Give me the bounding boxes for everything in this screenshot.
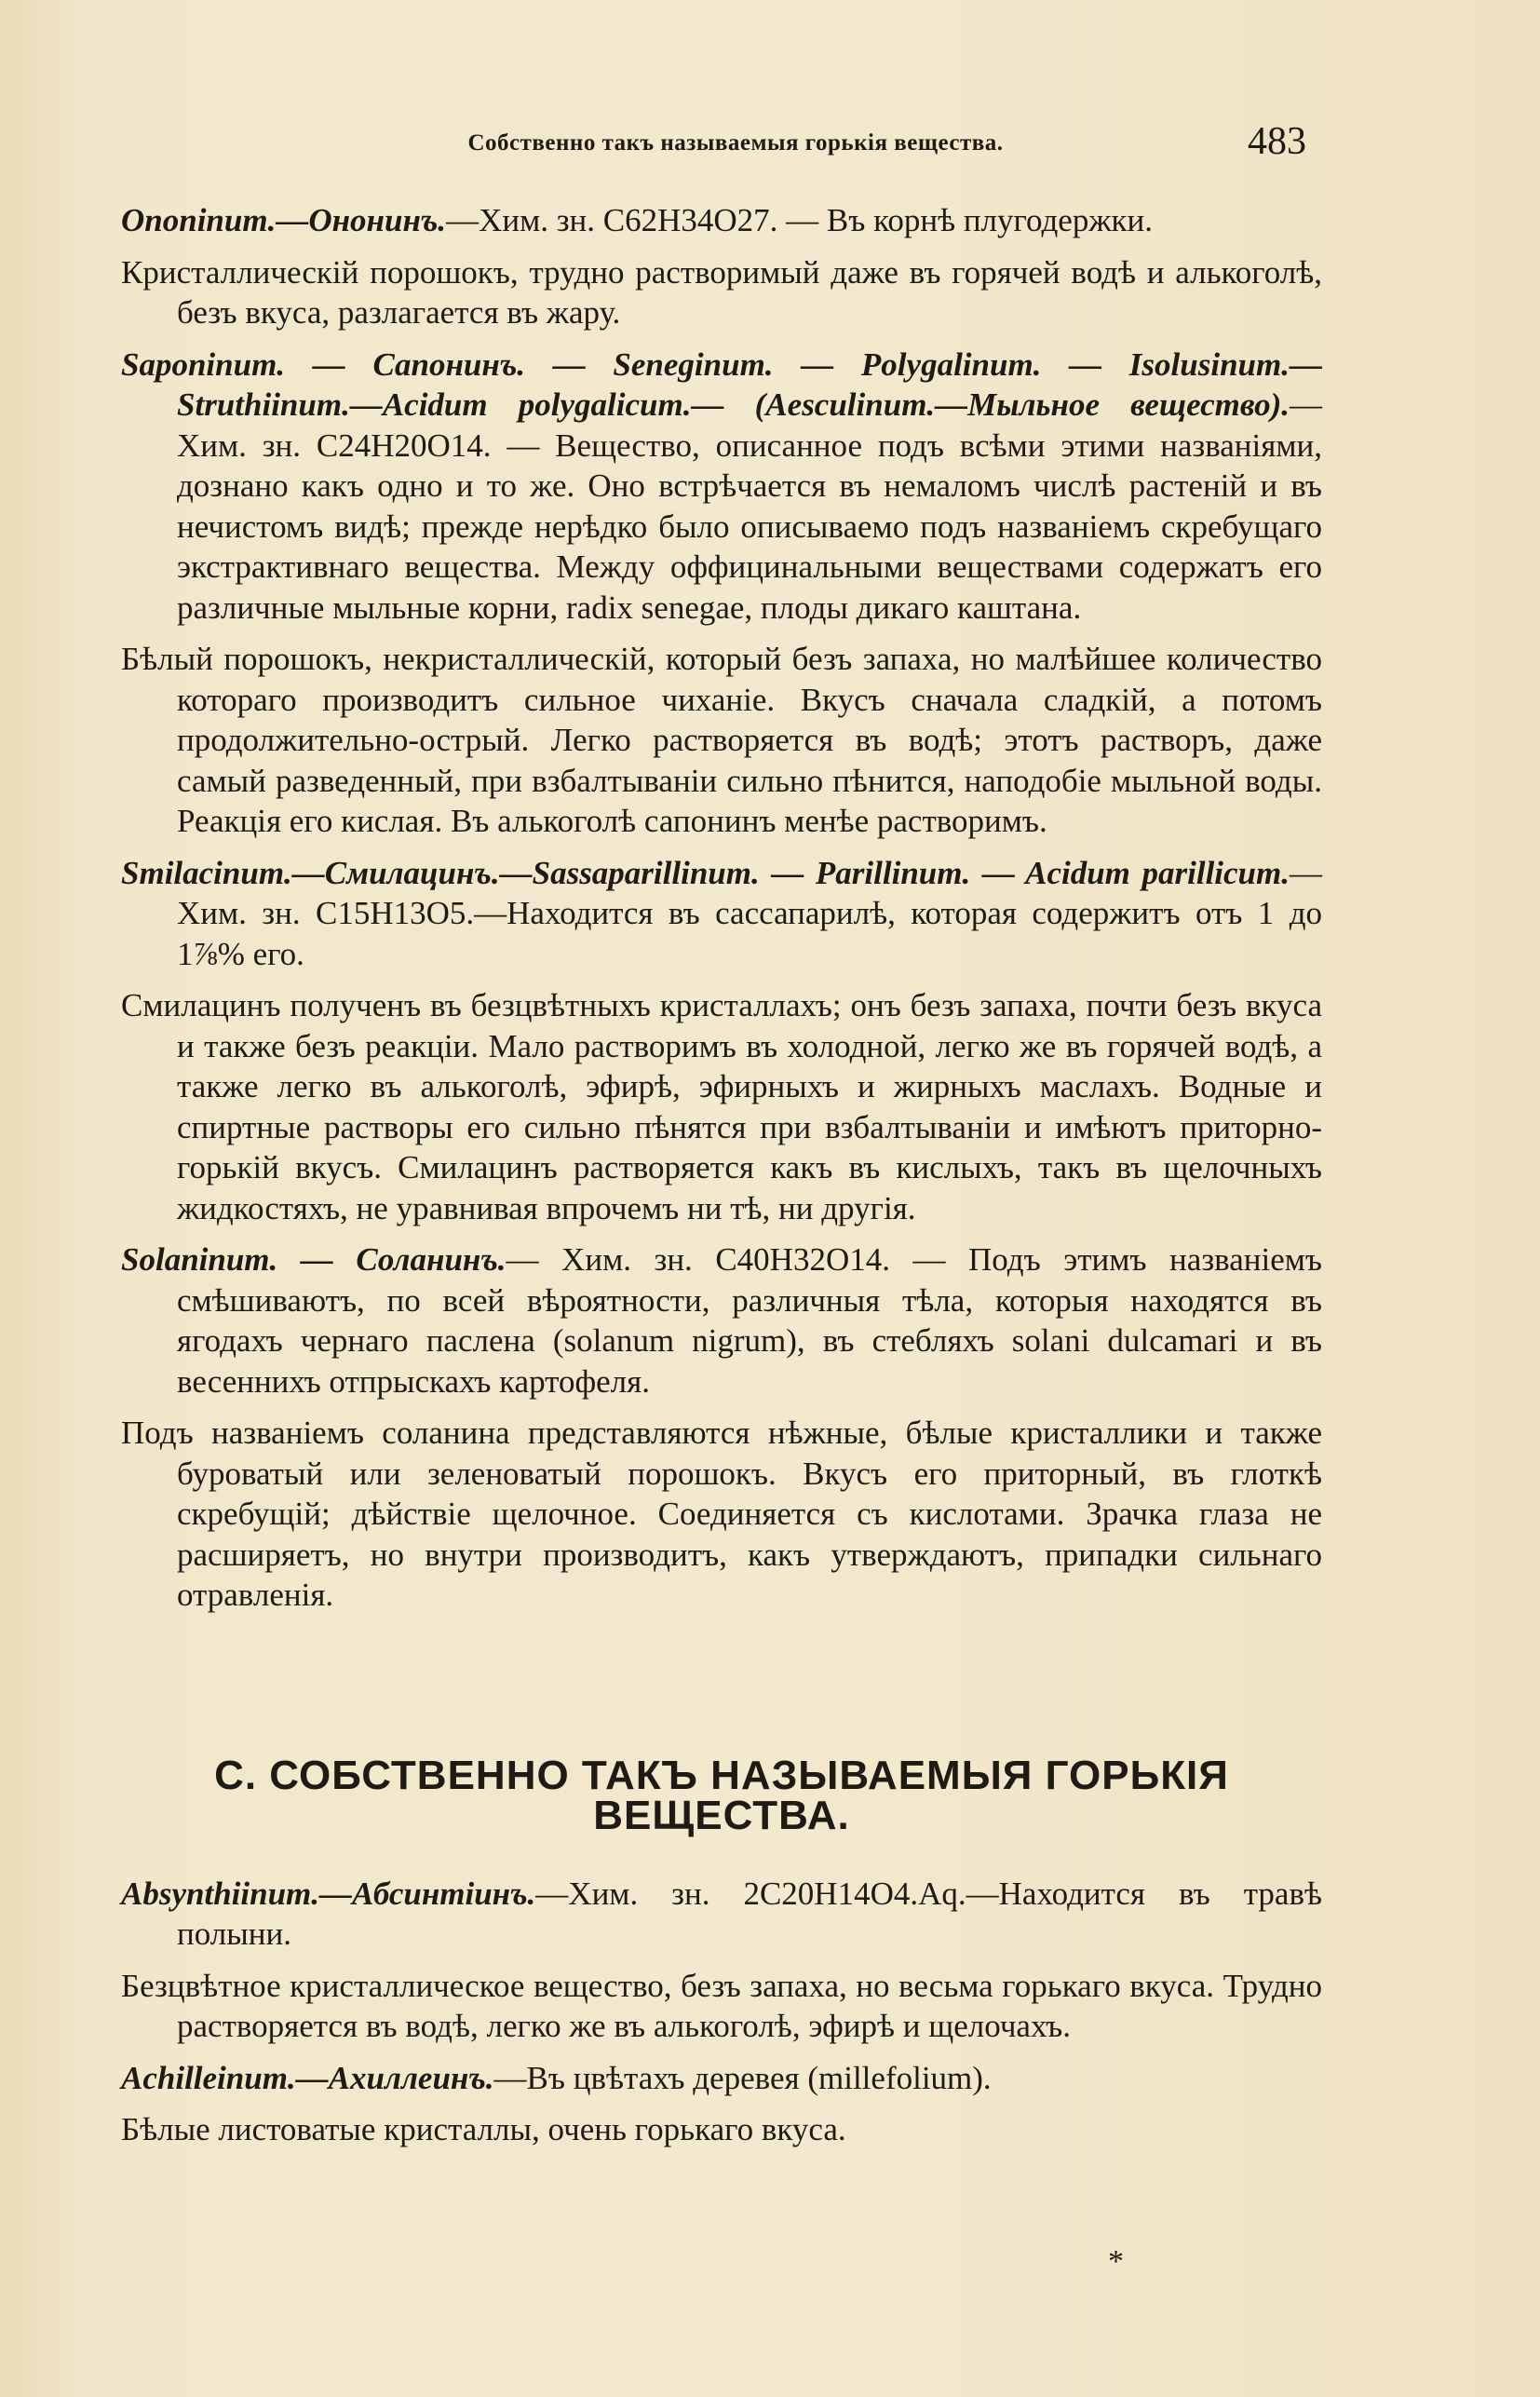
paragraph: Подъ названіемъ соланина представляются нѣжные, бѣлые кристаллики и также буроватый или зеленоватый порошокъ. Вкусъ его приторный, въ глоткѣ скребущій; дѣйствіе щелочное. Соединяется съ кислотами. Зрачка глаза не расширяетъ, но внутри производитъ, какъ утверждаютъ, припадки сильнаго отравленія. — [121, 1415, 1322, 1613]
footer-asterisk: * — [1108, 2244, 1124, 2279]
entry-text: —Хим. зн. C62H34O27. — Въ корнѣ плугодержки. — [446, 202, 1154, 238]
entry-text: —Въ цвѣтахъ деревея (millefolium). — [493, 2059, 992, 2096]
paragraph: Смилацинъ полученъ въ безцвѣтныхъ кристаллахъ; онъ безъ запаха, почти безъ вкуса и также безъ реакціи. Мало растворимъ въ холодной, легко же въ горячей водѣ, а также легко въ алькоголѣ, эфирѣ, эфирныхъ и жирныхъ маслахъ. Водные и спиртные растворы его сильно пѣнятся при взбалтываніи и имѣютъ приторно-горькій вкусъ. Смилацинъ растворяется какъ въ кислыхъ, такъ въ щелочныхъ жидкостяхъ, не уравнивая впрочемъ ни тѣ, ни другія. — [121, 987, 1322, 1226]
entry-ononinum — [121, 200, 1322, 241]
entry-saponinum — [121, 345, 1322, 629]
entry-solaninum — [121, 1239, 1322, 1402]
entry-term: Ononinum.—Ононинъ. — [121, 202, 447, 238]
entry-achilleinum — [121, 2058, 1322, 2099]
section-heading: C. СОБСТВЕННО ТАКЪ НАЗЫВАЕМЫЯ ГОРЬКІЯ ВЕЩЕСТВА. — [214, 1752, 1229, 1838]
entry-term: Smilacinum.—Смилацинъ.—Sassaparillinum. — Parillinum. — Acidum parillicum. — [121, 854, 1290, 891]
entry-term: Absynthiinum.—Абсинтіинъ. — [121, 1875, 536, 1912]
entry-term: Achilleinum.—Ахиллеинъ. — [121, 2059, 494, 2096]
entry-text: — Хим. зн. C24H20O14. — Вещество, описанное подъ всѣми этими названіями, дознано какъ одно и то же. Оно встрѣчается въ немаломъ числѣ растеній и въ нечистомъ видѣ; прежде нерѣдко было описываемо подъ названіемъ скребущаго экстрактивнаго вещества. Между оффицинальными веществами содержатъ его различные мыльные корни, radix senegae, плоды дикаго каштана. — [177, 386, 1322, 626]
page-body — [121, 200, 1322, 2161]
entry-term: Saponinum. — Сапонинъ. — Seneginum. — Polygalinum. — Isolusinum.—Struthiinum.—Acidum polygalicum.— (Aesculinum.—Мыльное вещество). — [121, 345, 1322, 423]
entry-text: —Хим. зн. 2C20H14O4.Aq.—Находится въ травѣ полыни. — [177, 1875, 1322, 1952]
paragraph: Бѣлые листоватые кристаллы, очень горькаго вкуса. — [121, 2111, 846, 2147]
entry-text: — Хим. зн. C40H32O14. — Подъ этимъ названіемъ смѣшиваютъ, по всей вѣроятности, различныя тѣла, которыя находятся въ ягодахъ чернаго паслена (solanum nigrum), въ стебляхъ solani dulcamari и въ весеннихъ отпрыскахъ картофеля. — [177, 1241, 1322, 1400]
paragraph: Кристаллическій порошокъ, трудно растворимый даже въ горячей водѣ и алькоголѣ, безъ вкуса, разлагается въ жару. — [121, 253, 1322, 331]
entry-text: —Хим. зн. C15H13O5.—Находится въ сассапарилѣ, которая содержитъ отъ 1 до 1⅞% его. — [177, 854, 1322, 972]
entry-absynthiinum — [121, 1874, 1322, 1955]
paragraph: Бѣлый порошокъ, некристаллическій, который безъ запаха, но малѣйшее количество котораго производитъ сильное чиханіе. Вкусъ сначала сладкій, а потомъ продолжительно-острый. Легко растворяется въ водѣ; этотъ растворъ, даже самый разведенный, при взбалтываніи сильно пѣнится, наподобіе мыльной воды. Реакція его кислая. Въ алькоголѣ сапонинъ менѣе растворимъ. — [121, 641, 1322, 839]
running-title: Собственно такъ называемыя горькія вещества. — [467, 130, 1004, 156]
entry-term: Solaninum. — Соланинъ. — [121, 1241, 507, 1278]
paragraph: Безцвѣтное кристаллическое вещество, безъ запаха, но весьма горькаго вкуса. Трудно растворяется въ водѣ, легко же въ алькоголѣ, эфирѣ и щелочахъ. — [121, 1967, 1322, 2044]
page-number: 483 — [1248, 120, 1306, 163]
entry-smilacinum — [121, 853, 1322, 975]
